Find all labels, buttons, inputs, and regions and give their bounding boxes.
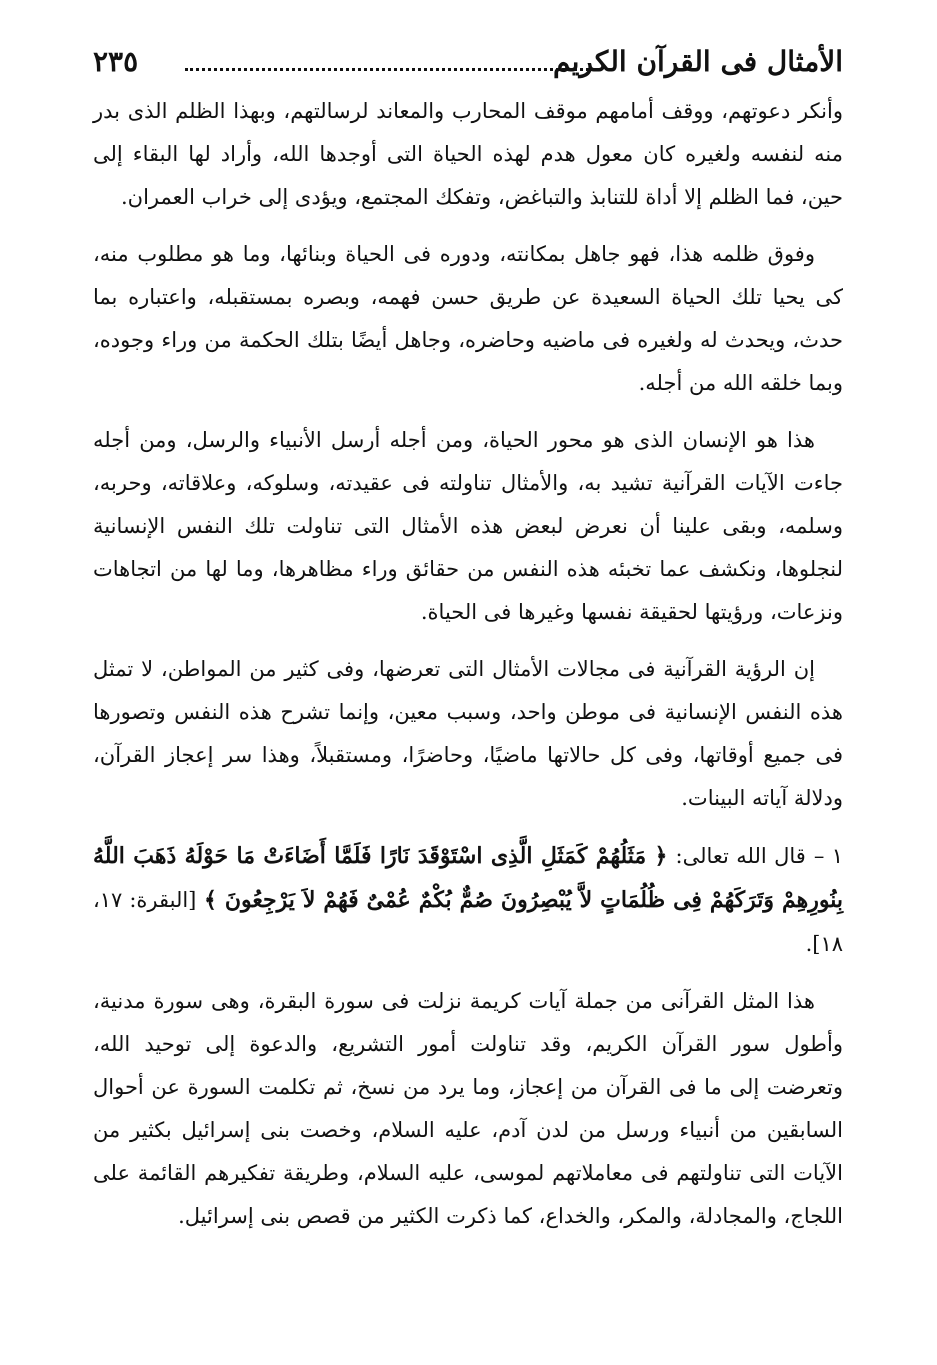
paragraph-5: هذا المثل القرآنى من جملة آيات كريمة نزلت فى سورة البقرة، وهى سورة مدنية، وأطول سور القرآن الكريم، وقد تناولت أمور التشريع، والدعوة إلى توحيد الله، وتعرضت إلى ما فى القرآن من إعجاز، وما يرد من نسخ، ثم تكلمت السورة عن أحوال السابقين من أنبياء ورسل من لدن آدم، عليه السلام، وخصت بنى إسرائيل بكثير من الآيات التى تناولتهم فى معاملاتهم لموسى، عليه السلام، وطريقة تفكيرهم القائمة على اللجاج، والمجادلة، والمكر، والخداع، كما ذكرت الكثير من قصص بنى إسرائيل. (93, 989, 843, 1228)
header-dot-leader (185, 68, 601, 71)
running-header (93, 34, 843, 90)
paragraph-4: إن الرؤية القرآنية فى مجالات الأمثال التى تعرضها، وفى كثير من المواطن، لا تمثل هذه النفس الإنسانية فى موطن واحد، وسبب معين، وإنما تشرح هذه النفس وتصورها فى جميع أوقاتها، وفى كل حالاتها ماضيًا، وحاضرًا، ومستقبلاً، وهذا سر إعجاز القرآن، ودلالة آياته البينات. (93, 657, 843, 810)
paragraph-1: وأنكر دعوتهم، ووقف أمامهم موقف المحارب والمعاند لرسالتهم، وبهذا الظلم الذى بدر منه لنفسه ولغيره كان معول هدم لهذه الحياة التى أوجدها الله، وأراد لها البقاء إلى حين، فما الظلم إلا أداة للتنابذ والتباغض، وتفكك المجتمع، ويؤدى إلى خراب العمران. (93, 99, 843, 209)
quran-verse: ﴿ مَثَلُهُمْ كَمَثَلِ الَّذِى اسْتَوْقَدَ نَارًا فَلَمَّا أَضَاءَتْ مَا حَوْلَهُ ذَهَبَ اللَّهُ بِنُورِهِمْ وَتَرَكَهُمْ فِى ظُلُمَاتٍ لاَّ يُبْصِرُونَ صُمٌّ بُكْمٌ عُمْىٌ فَهُمْ لاَ يَرْجِعُونَ ﴾ (93, 843, 843, 913)
verse-reference: [البقرة: ١٧، ١٨]. (93, 888, 843, 956)
paragraph-gap (93, 966, 843, 980)
paragraph-gap (93, 820, 843, 834)
paragraph-gap (93, 405, 843, 419)
paragraph-2: وفوق ظلمه هذا، فهو جاهل بمكانته، ودوره فى الحياة وبنائها، وما هو مطلوب منه، كى يحيا تلك الحياة السعيدة عن طريق حسن فهمه، وبصره بمستقبله، واعتباره بما حدث، ويحدث له ولغيره فى ماضيه وحاضره، وجاهل أيضًا بتلك الحكمة من وراء وجوده، وبما خلقه الله من أجله. (93, 242, 843, 395)
paragraph-3: هذا هو الإنسان الذى هو محور الحياة، ومن أجله أرسل الأنبياء والرسل، ومن أجله جاءت الآيات القرآنية تشيد به، والأمثال تناولته فى عقيدته، وسلوكه، وعلاقاته، وحربه، وسلمه، وبقى علينا أن نعرض لبعض هذه الأمثال التى تناولت تلك النفس الإنسانية لنجلوها، ونكشف عما تخبئه هذه النفس من حقائق وراء مظاهرها، وما لها من اتجاهات ونزعات، ورؤيتها لحقيقة نفسها وغيرها فى الحياة. (93, 428, 843, 624)
verse-block (93, 834, 843, 966)
paragraph-gap (93, 219, 843, 233)
verse-intro: قال الله تعالى: (675, 844, 806, 868)
book-page (93, 34, 843, 1334)
page-body (93, 90, 843, 1238)
page-number: ٢٣٥ (93, 45, 139, 78)
book-title: الأمثال فى القرآن الكريم (553, 45, 843, 78)
verse-item-number: ١ – (813, 844, 844, 868)
paragraph-gap (93, 634, 843, 648)
